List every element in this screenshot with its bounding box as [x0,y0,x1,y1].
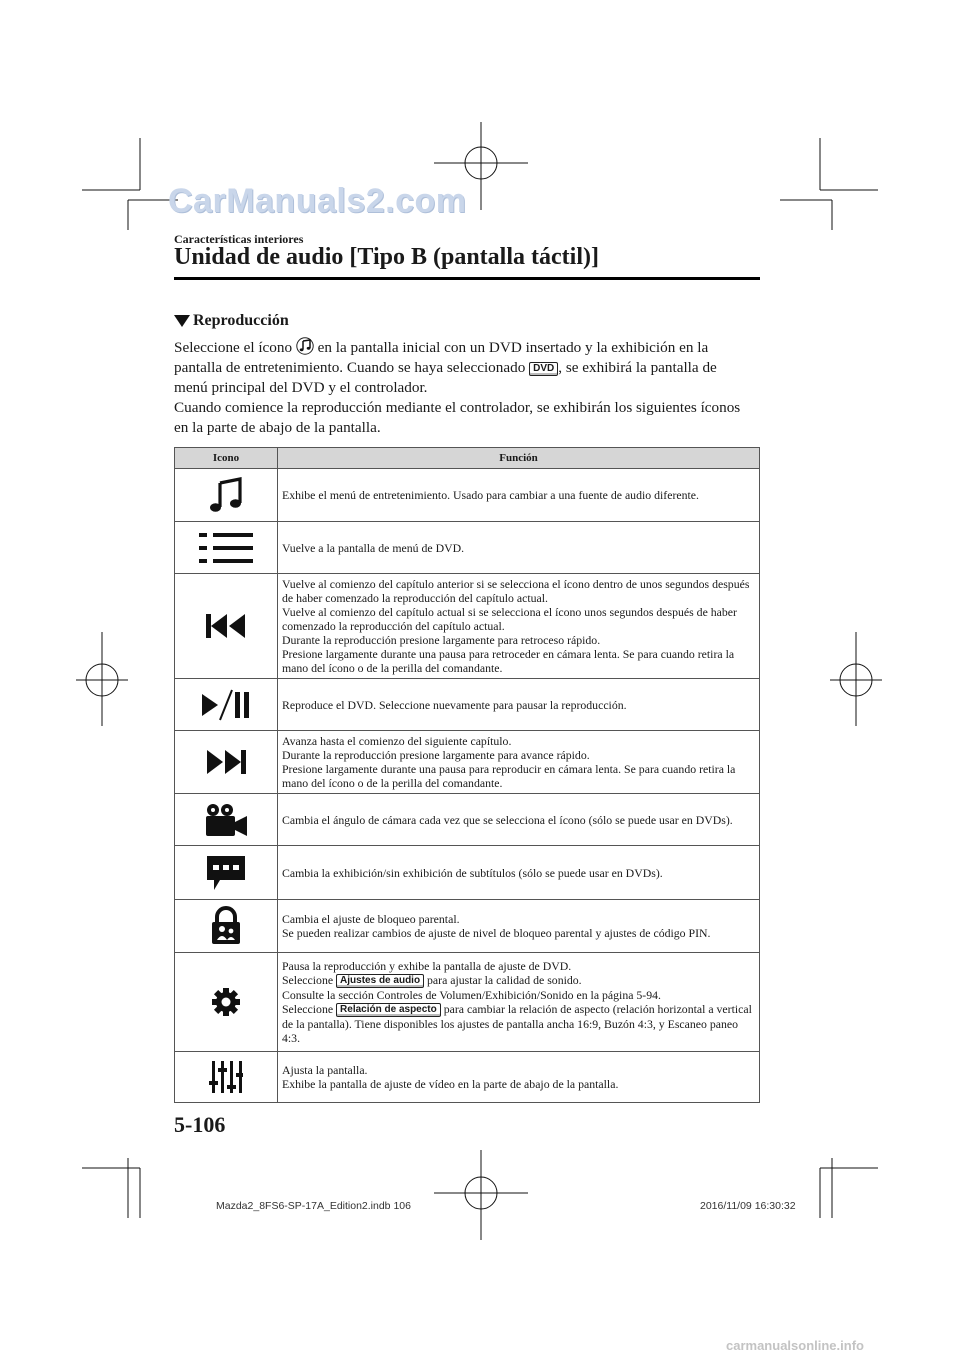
section-label: Características interiores [174,232,304,246]
table-row [175,1052,760,1103]
skip-forward-icon [204,748,248,776]
dvd-button-tag: DVD [529,362,558,376]
function-line: Vuelve al comienzo del capítulo anterior si se selecciona el ícono dentro de unos segundos después de haber comenzado la reproducción del capítulo actual. [282,577,750,605]
menu-list-icon [197,530,255,566]
intro-text-b: en la pantalla inicial con un DVD insertado y la exhibición en la pantalla de entretenimiento. Cuando se haya seleccionado [174,339,709,376]
function-line-text: Seleccione [282,1002,334,1016]
function-line: Se pueden realizar cambios de ajuste de nivel de bloqueo parental y ajustes de código PIN. [282,926,711,940]
equalizer-sliders-icon [209,1059,243,1095]
page-number: 5-106 [174,1112,226,1137]
col-header-function: Función [278,448,760,469]
function-cell: Exhibe el menú de entretenimiento. Usado para cambiar a una fuente de audio diferente. [278,469,760,522]
function-line: Presione largamente durante una pausa para retroceder en cámara lenta. Se para cuando retira la mano del ícono o de la perilla del comandante. [282,647,735,675]
table-row [175,953,760,1052]
icon-cell [175,522,278,574]
function-cell: Vuelve a la pantalla de menú de DVD. [278,522,760,574]
footer-filename: Mazda2_8FS6-SP-17A_Edition2.indb 106 [216,1200,411,1212]
function-line: Ajusta la pantalla. [282,1063,368,1077]
function-cell [278,1052,760,1103]
table-row [175,900,760,953]
footer-credit: carmanualsonline.info [726,1338,864,1353]
function-line: Durante la reproducción presione largamente para avance rápido. [282,748,590,762]
subheading-text: Reproducción [193,312,289,329]
icon-cell [175,469,278,522]
function-cell: Cambia el ángulo de cámara cada vez que se selecciona el ícono (sólo se puede usar en DVDs). [278,794,760,846]
icon-cell [175,846,278,900]
function-line: Presione largamente durante una pausa para reproducir en cámara lenta. Se para cuando retira la mano del ícono o de la perilla del comandante. [282,762,736,790]
function-line: Durante la reproducción presione largamente para retroceso rápido. [282,633,601,647]
function-cell: Reproduce el DVD. Seleccione nuevamente para pausar la reproducción. [278,679,760,731]
icon-cell [175,953,278,1052]
camera-angle-icon [203,802,249,838]
table-row [175,574,760,679]
function-line-text: para cambiar la relación de aspecto (relación horizontal a vertical de la pantalla). Tiene disponibles los ajustes de pantalla ancha 16:9, Buzón 4:3, y Escaneo paneo 4:3. [282,1002,752,1045]
table-row [175,522,760,574]
intro-text-c: , se exhibirá la pantalla de menú principal del DVD y el controlador. [174,359,717,396]
icon-cell [175,574,278,679]
function-line: Cambia el ajuste de bloqueo parental. [282,912,460,926]
footer-timestamp: 2016/11/09 16:30:32 [700,1200,796,1212]
function-line-text: Seleccione [282,973,334,987]
function-line [282,1002,755,1045]
function-line: Pausa la reproducción y exhibe la pantalla de ajuste de DVD. [282,959,572,973]
music-note-icon [206,475,246,515]
icon-cell [175,900,278,953]
function-line [282,973,755,988]
intro-text-a: Seleccione el ícono [174,339,293,356]
icon-cell [175,679,278,731]
page-title: Unidad de audio [Tipo B (pantalla táctil)] [174,244,599,270]
icon-function-table [174,447,760,1103]
table-row [175,679,760,731]
watermark-logo: CarManuals2.com [168,182,467,220]
function-line: Exhibe la pantalla de ajuste de vídeo en la parte de abajo de la pantalla. [282,1077,619,1091]
subheading [174,312,289,330]
skip-back-icon [204,612,248,640]
function-cell: Cambia la exhibición/sin exhibición de subtítulos (sólo se puede usar en DVDs). [278,846,760,900]
gear-icon [211,987,241,1017]
music-note-inline-icon [296,337,314,355]
intro-paragraph-1 [174,337,754,398]
function-line-text: para ajustar la calidad de sonido. [427,973,582,987]
parental-lock-icon [209,906,243,946]
function-line: Consulte la sección Controles de Volumen/Exhibición/Sonido en la página 5-94. [282,988,661,1002]
function-cell [278,953,760,1052]
intro-paragraph-2: Cuando comience la reproducción mediante el controlador, se exhibirán los siguientes íconos en la parte de abajo de la pantalla. [174,399,741,436]
table-row [175,794,760,846]
audio-settings-tag: Ajustes de audio [336,974,424,988]
function-cell [278,900,760,953]
col-header-icon: Icono [175,448,278,469]
aspect-ratio-tag: Relación de aspecto [336,1003,441,1017]
icon-cell [175,1052,278,1103]
triangle-bullet-icon [174,315,190,327]
icon-cell [175,731,278,794]
play-pause-icon [200,687,252,723]
function-line: Vuelve al comienzo del capítulo actual si se selecciona el ícono unos segundos después de haber comenzado la reproducción del capítulo actual. [282,605,737,633]
table-row [175,469,760,522]
table-row [175,731,760,794]
table-row [175,846,760,900]
table-header-row [175,448,760,469]
subtitle-icon [204,853,248,893]
function-line: Avanza hasta el comienzo del siguiente capítulo. [282,734,512,748]
icon-cell [175,794,278,846]
function-cell [278,731,760,794]
function-cell [278,574,760,679]
intro-text [174,337,754,438]
title-divider [174,277,760,280]
